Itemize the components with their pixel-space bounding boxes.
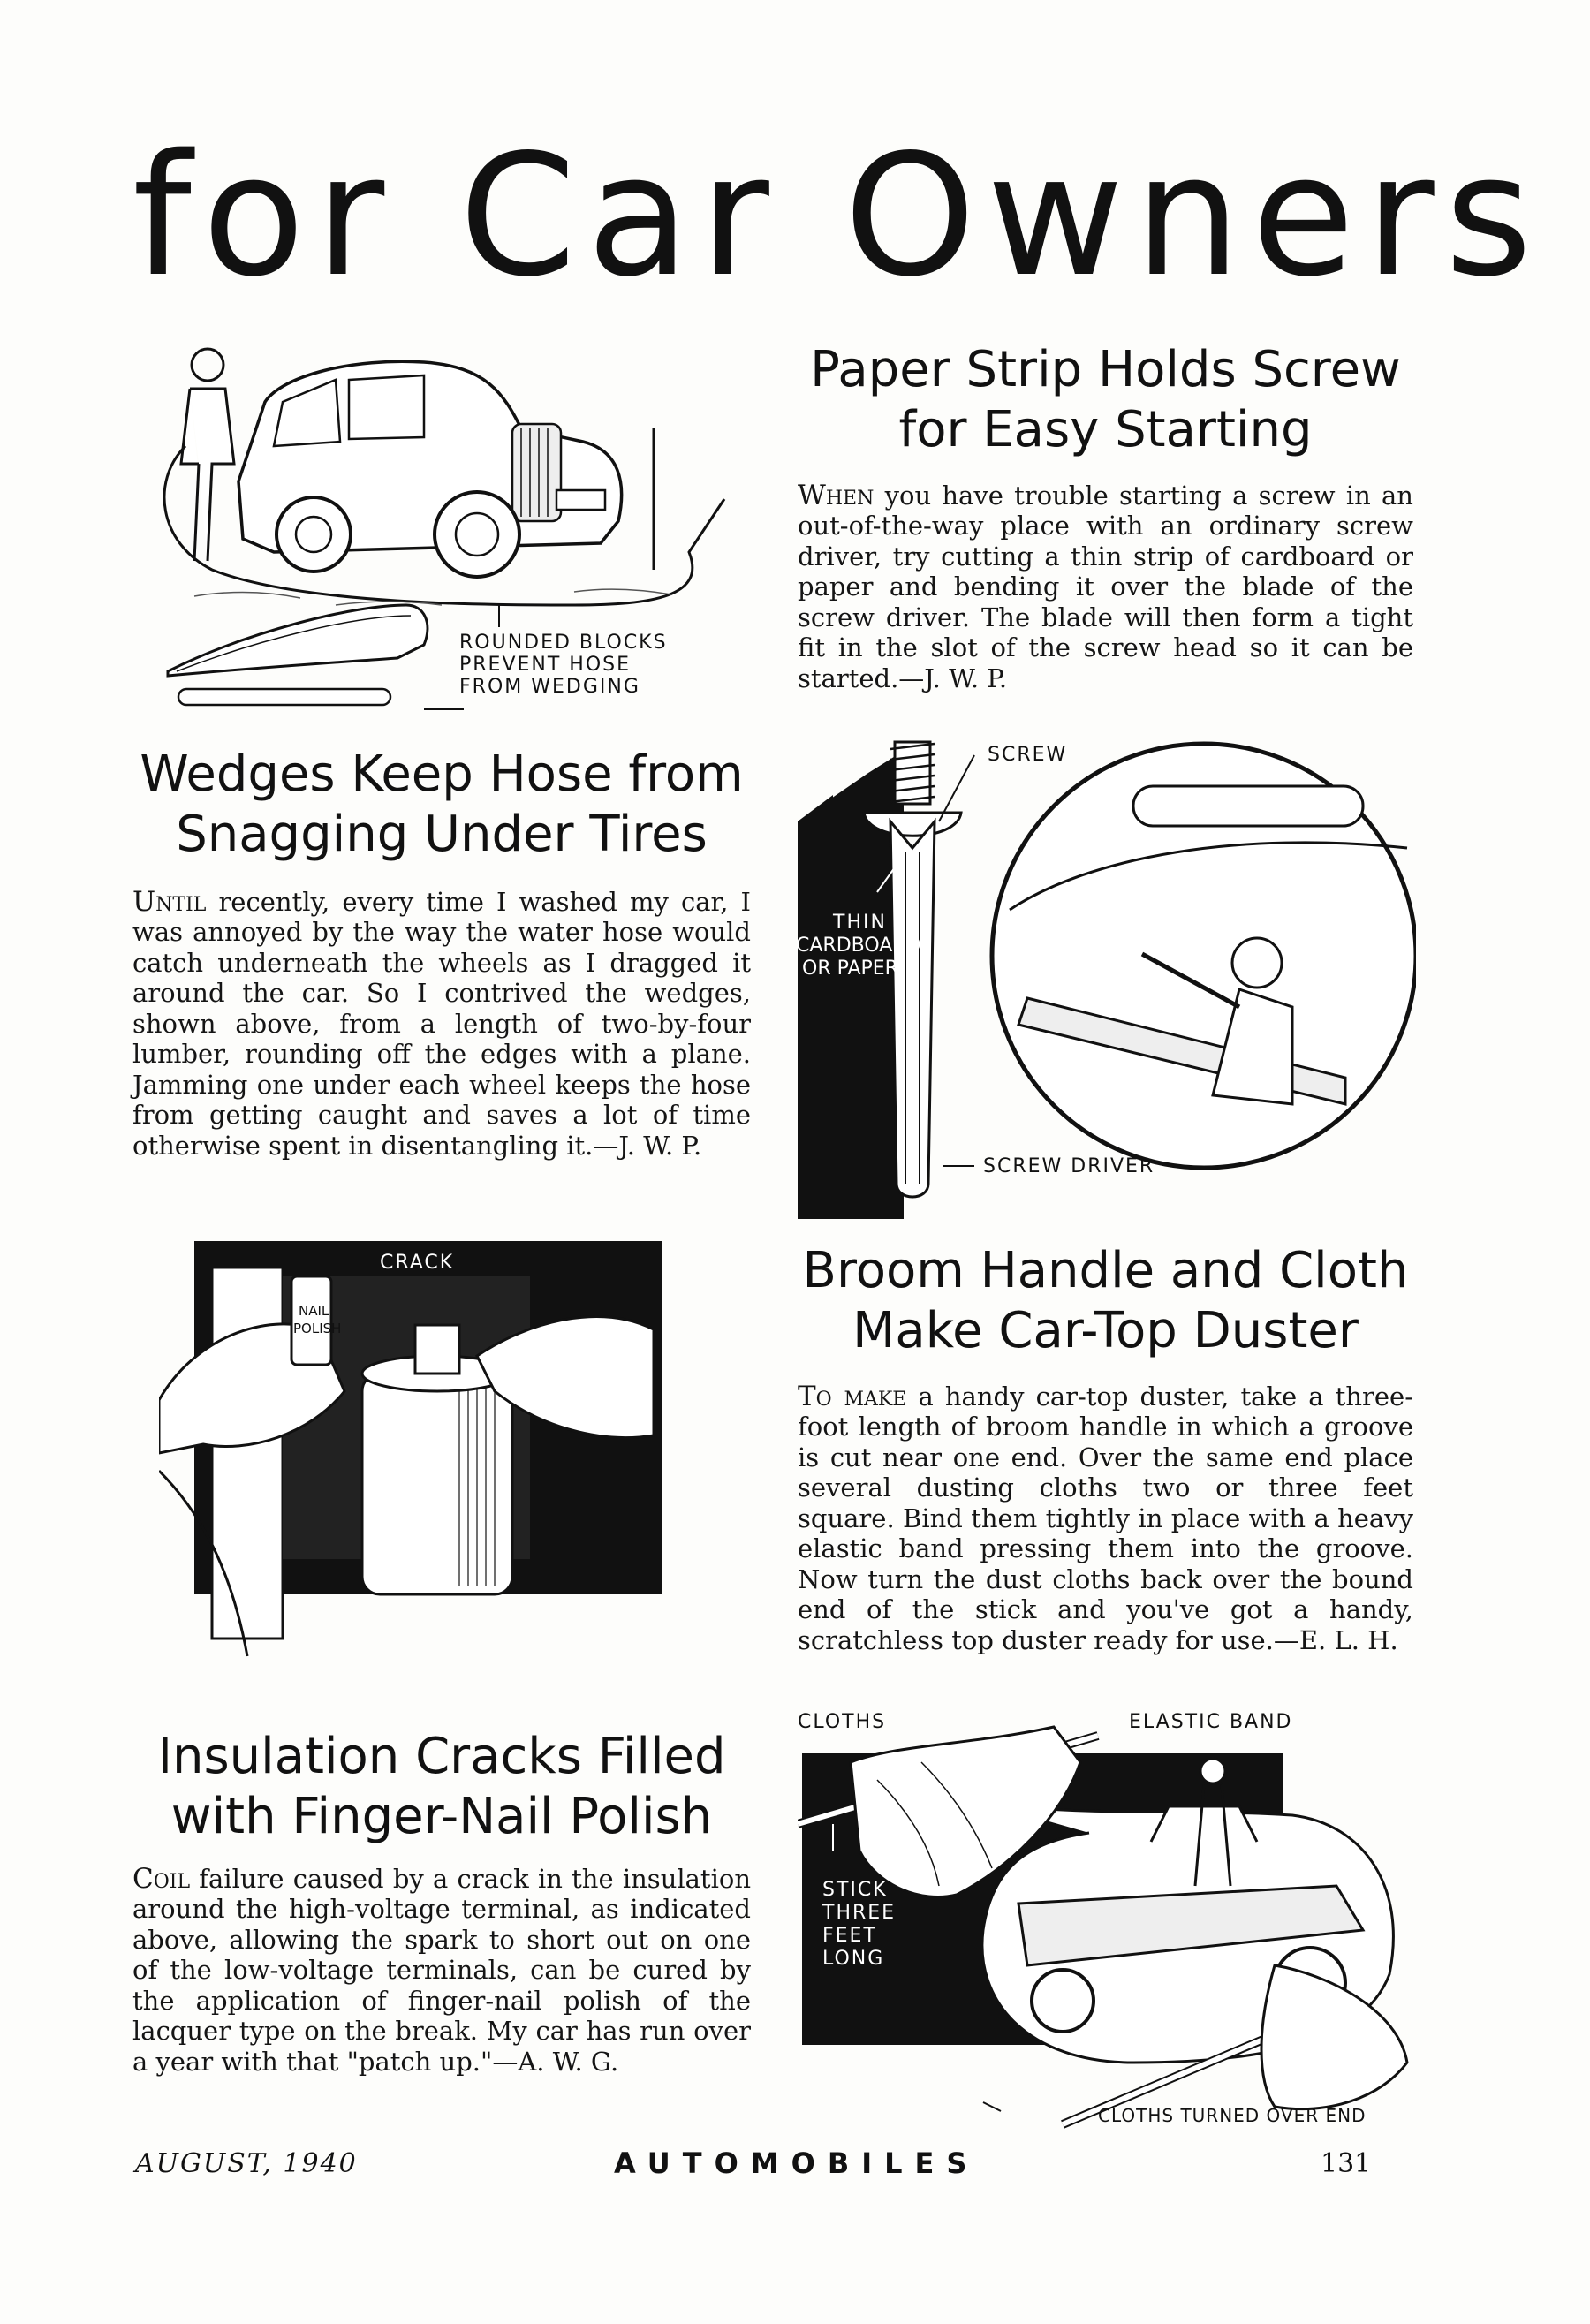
title-line: Paper Strip Holds Screw [810, 341, 1401, 398]
crack-label: CRACK [380, 1252, 455, 1274]
stick-label-4: LONG [822, 1948, 885, 1970]
nail-polish-label-2: POLISH [293, 1321, 342, 1336]
article-body [798, 1382, 1413, 1656]
footer-page-number: 131 [1321, 2148, 1372, 2179]
footer-section: AUTOMOBILES [614, 2146, 980, 2180]
title-line: Broom Handle and Cloth [802, 1242, 1409, 1299]
stick-label-2: THREE [822, 1902, 897, 1924]
body-text: a handy car-top duster, take a three-foot length of broom handle in which a groove is cut near one end. Over the same end place several dusting cloths two or three feet square. Bind them tightly in place with a heavy elastic band pressing them into the groove. Now turn the dust cloths back over the bound end of the stick and you've got a handy, scratchless top duster ready for use.—E. L. H. [798, 1381, 1413, 1655]
wedge-label-1: ROUNDED BLOCKS [459, 632, 668, 654]
cloths-turned-label: CLOTHS TURNED OVER END [1098, 2105, 1367, 2126]
title-line: for Easy Starting [898, 401, 1313, 459]
title-line: Snagging Under Tires [176, 806, 708, 864]
lead-word: To make [798, 1380, 907, 1412]
body-text: recently, every time I washed my car, I was annoyed by the way the water hose would catch underneath the wheels as I dragged it around the car. So I contrived the wedges, shown above, from a length of two-by-four lumber, rounding off the edges with a plane. Jamming one under each wheel keeps the hose from getting caught and saves a lot of time otherwise spent in disentangling it.—J. W. P. [132, 886, 751, 1161]
stick-label-3: FEET [822, 1925, 877, 1947]
article-body [132, 1864, 751, 2078]
body-text: failure caused by a crack in the insulation around the high-voltage terminal, as indicated above, allowing the spark to short out on one of the low-voltage terminals, can be cured by the application of finger-nail polish of the lacquer type on the break. My car has run over a year with that "patch up."—A. W. G. [132, 1863, 751, 2077]
car-wash-illustration [159, 340, 777, 711]
cardboard-label-1: THIN [833, 912, 887, 934]
body-text: you have trouble starting a screw in an out-of-the-way place with an ordinary screw driver, try cutting a thin strip of cardboard or paper and bending it over the blade of the screw driver. The blade will then form a tight fit in the slot of the screw head so it can be started.—J. W. P. [798, 480, 1413, 693]
article-broom [798, 1241, 1413, 1655]
screwdriver-label: SCREW DRIVER [983, 1155, 1155, 1177]
lead-word: When [798, 479, 874, 511]
article-title [132, 745, 751, 866]
elastic-band-label: ELASTIC BAND [1129, 1711, 1293, 1733]
article-insulation [132, 1727, 751, 2077]
article-wedges [132, 745, 751, 1161]
cardboard-label-2: CARDBOARD [796, 935, 921, 957]
screw-illustration [798, 724, 1416, 1219]
title-line: Make Car-Top Duster [852, 1302, 1359, 1360]
article-body [798, 481, 1413, 694]
duster-illustration [798, 1709, 1416, 2142]
lead-word: Until [132, 885, 207, 918]
stick-label-1: STICK [822, 1879, 888, 1901]
article-title [798, 340, 1413, 461]
screw-label: SCREW [988, 744, 1068, 766]
cardboard-label-3: OR PAPER [802, 958, 898, 980]
wedge-label-3: FROM WEDGING [459, 676, 640, 698]
nail-polish-label-1: NAIL [299, 1303, 329, 1319]
title-line: Wedges Keep Hose from [140, 746, 744, 803]
wedge-label-2: PREVENT HOSE [459, 654, 632, 676]
lead-word: Coil [132, 1862, 191, 1895]
title-line: Insulation Cracks Filled [157, 1728, 726, 1785]
page-headline: for Car Owners [132, 118, 1543, 314]
cloths-label: CLOTHS [798, 1711, 887, 1733]
article-body [132, 887, 751, 1162]
title-line: with Finger-Nail Polish [170, 1788, 713, 1846]
article-title [798, 1241, 1413, 1362]
footer-date: AUGUST, 1940 [135, 2148, 358, 2179]
article-title [132, 1727, 751, 1848]
article-paper-strip [798, 340, 1413, 693]
coil-illustration [159, 1241, 662, 1665]
